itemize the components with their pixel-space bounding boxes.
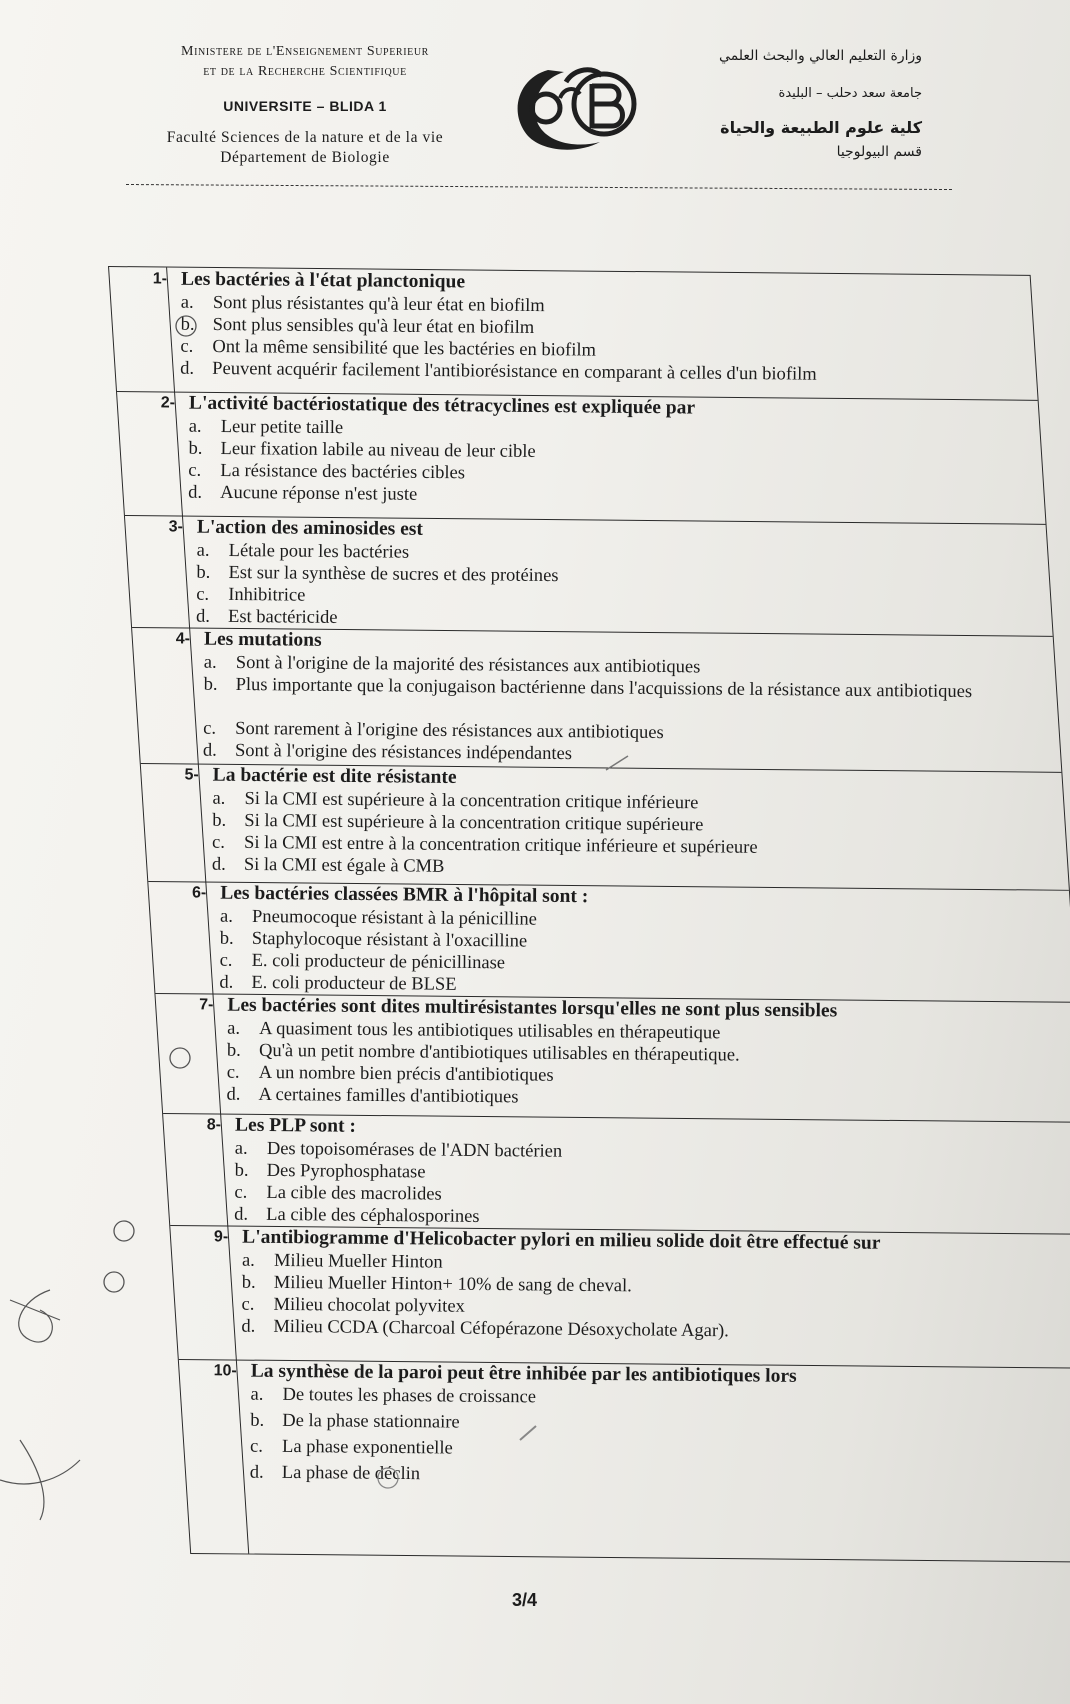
option-text: La cible des céphalosporines <box>266 1204 480 1227</box>
option-text: Peuvent acquérir facilement l'antibiorésistance en comparant à celles d'un biofilm <box>212 358 817 385</box>
question-title: Les mutations <box>203 628 322 651</box>
option-text: Si la CMI est supérieure à la concentration critique inférieure <box>244 788 699 814</box>
option-text: Milieu CCDA (Charcoal Céfopérazone Désoxycholate Agar). <box>273 1316 729 1342</box>
option-letter: c. <box>241 1294 255 1315</box>
option-letter: c. <box>211 832 226 853</box>
option-text: Leur fixation labile au niveau de leur cible <box>220 438 536 462</box>
option-text: Sont à l'origine de la majorité des résistances aux antibiotiques <box>235 652 701 678</box>
option-text: Est sur la synthèse de sucres et des protéines <box>228 562 559 587</box>
option-letter: a. <box>250 1384 264 1405</box>
option-text: Des topoisomérases de l'ADN bactérien <box>266 1138 563 1162</box>
option-text: Des Pyrophosphatase <box>266 1160 426 1183</box>
option-letter: b. <box>219 928 234 949</box>
option-letter: d. <box>188 482 203 503</box>
option-text: Aucune réponse n'est juste <box>220 482 418 505</box>
option-letter: b. <box>188 438 203 459</box>
question-8 <box>162 1114 1070 1233</box>
questions-table <box>108 266 1070 1563</box>
option-text: A certaines familles d'antibiotiques <box>258 1084 519 1108</box>
ministry-line-2: et de la Recherche Scientifique <box>203 64 407 79</box>
question-title: Les bactéries sont dites multirésistantes lorsqu'elles ne sont plus sensibles <box>227 994 838 1022</box>
option-letter: d. <box>202 740 217 761</box>
option-text: E. coli producteur de pénicillinase <box>251 950 506 974</box>
option-letter: b. <box>234 1160 249 1181</box>
option-text: De toutes les phases de croissance <box>282 1384 537 1408</box>
option-text: Sont rarement à l'origine des résistances aux antibiotiques <box>235 718 664 744</box>
question-9 <box>169 1226 1070 1367</box>
option-letter: a. <box>227 1018 241 1039</box>
question-number: 7- <box>199 996 214 1014</box>
option-text: Sont à l'origine des résistances indépendantes <box>234 740 573 765</box>
option-text: La cible des macrolides <box>266 1182 442 1205</box>
option-text: Inhibitrice <box>228 584 306 606</box>
option-text: E. coli producteur de BLSE <box>251 972 457 995</box>
university-name: UNIVERSITE – BLIDA 1 <box>223 98 387 114</box>
option-letter: b. <box>241 1272 256 1293</box>
question-title: L'action des aminosides est <box>196 516 424 540</box>
option-letter: d. <box>180 358 195 379</box>
question-7 <box>154 994 1070 1121</box>
question-3 <box>124 516 1046 635</box>
option-letter: b. <box>180 314 195 335</box>
option-letter: a. <box>188 416 202 437</box>
option-letter: d. <box>195 606 211 627</box>
option-letter: a. <box>219 906 233 927</box>
option-letter: a. <box>180 292 194 313</box>
question-number: 6- <box>191 884 207 902</box>
arabic-faculty: كلية علوم الطبيعة والحياة <box>720 118 922 137</box>
option-letter: b. <box>196 562 211 583</box>
question-title: La synthèse de la paroi peut être inhibée par les antibiotiques lors <box>250 1360 797 1387</box>
question-5 <box>140 764 1062 889</box>
option-text: Milieu Mueller Hinton <box>273 1250 443 1273</box>
header-divider <box>126 184 952 190</box>
option-text: Si la CMI est égale à CMB <box>243 854 445 877</box>
question-1 <box>108 268 1030 399</box>
circle-q9-a <box>104 1272 124 1292</box>
option-text: La phase de déclin <box>281 1462 421 1485</box>
option-letter: d. <box>211 854 226 875</box>
option-text: Milieu chocolat polyvitex <box>273 1294 465 1317</box>
ministry-line-1: Ministere de l'Enseignement Superieur <box>181 44 429 59</box>
question-number: 3- <box>168 518 183 536</box>
option-text: Est bactéricide <box>227 606 338 628</box>
option-letter: a. <box>241 1250 255 1271</box>
option-letter: c. <box>188 460 202 481</box>
question-2 <box>116 392 1038 523</box>
arabic-ministry: وزارة التعليم العالي والبحث العلمي <box>719 48 922 64</box>
answer-option-c[interactable] <box>250 1437 1070 1466</box>
option-letter: c. <box>219 950 233 971</box>
arabic-university: جامعة سعد دحلب – البليدة <box>778 86 922 101</box>
option-letter: d. <box>219 972 234 993</box>
option-letter: c. <box>234 1182 248 1203</box>
pen-mark-left-q10 <box>0 1440 80 1520</box>
question-number: 10- <box>213 1362 237 1380</box>
option-text: Plus importante que la conjugaison bactérienne dans l'acquissions de la résistance aux antibiotiques <box>235 674 973 703</box>
question-4 <box>131 628 1053 771</box>
question-title: La bactérie est dite résistante <box>212 764 457 789</box>
option-letter: b. <box>250 1410 265 1431</box>
answer-option-d[interactable] <box>250 1463 1070 1492</box>
option-letter: c. <box>226 1062 240 1083</box>
option-text: Pneumocoque résistant à la pénicilline <box>251 906 537 930</box>
faculty-name: Faculté Sciences de la nature et de la vie <box>166 129 444 146</box>
page-number: 3/4 <box>512 1590 538 1610</box>
option-text: Staphylocoque résistant à l'oxacilline <box>251 928 528 952</box>
option-letter: a. <box>212 788 226 809</box>
question-6 <box>147 882 1069 1001</box>
pen-mark-left-q9 <box>10 1290 60 1342</box>
option-text: La phase exponentielle <box>281 1436 453 1459</box>
option-letter: c. <box>180 336 194 357</box>
header-left <box>120 42 490 168</box>
option-text: De la phase stationnaire <box>282 1410 460 1433</box>
option-letter: b. <box>226 1040 241 1061</box>
option-text: Si la CMI est supérieure à la concentration critique supérieure <box>244 810 704 836</box>
option-letter: d. <box>241 1316 256 1337</box>
circle-q8-d <box>114 1221 134 1241</box>
option-letter: d. <box>234 1204 249 1225</box>
option-text: Sont plus résistantes qu'à leur état en biofilm <box>212 292 545 317</box>
option-text: Ont la même sensibilité que les bactéries en biofilm <box>212 336 597 361</box>
option-text: La résistance des bactéries cibles <box>220 460 466 484</box>
question-title: L'antibiogramme d'Helicobacter pylori en milieu solide doit être effectué sur <box>242 1226 881 1254</box>
question-number: 4- <box>175 630 191 648</box>
question-title: L'activité bactériostatique des tétracyclines est expliquée par <box>188 392 696 419</box>
answer-option-b[interactable] <box>250 1411 1070 1440</box>
question-number: 9- <box>213 1228 229 1246</box>
question-title: Les bactéries classées BMR à l'hôpital sont : <box>220 882 589 908</box>
option-text: Si la CMI est entre à la concentration critique inférieure et supérieure <box>244 832 758 858</box>
option-letter: a. <box>203 652 217 673</box>
option-letter: a. <box>196 540 210 561</box>
option-text: Sont plus sensibles qu'à leur état en biofilm <box>212 314 535 339</box>
option-letter: c. <box>203 718 217 739</box>
question-title: Les bactéries à l'état planctonique <box>180 268 466 293</box>
option-letter: b. <box>212 810 227 831</box>
option-text: Létale pour les bactéries <box>228 540 410 563</box>
option-text: Qu'à un petit nombre d'antibiotiques utilisables en thérapeutique. <box>258 1040 740 1066</box>
option-letter: a. <box>234 1138 248 1159</box>
option-letter: d. <box>249 1462 264 1483</box>
question-title: Les PLP sont : <box>234 1114 357 1137</box>
question-number: 5- <box>184 766 199 784</box>
option-text: Milieu Mueller Hinton+ 10% de sang de cheval. <box>273 1272 632 1297</box>
option-letter: d. <box>226 1084 241 1105</box>
option-text: Leur petite taille <box>220 416 344 439</box>
option-text: A quasiment tous les antibiotiques utilisables en thérapeutique <box>259 1018 721 1044</box>
question-10 <box>177 1360 1070 1563</box>
question-number: 2- <box>160 394 176 412</box>
option-letter: c. <box>196 584 210 605</box>
university-logo-icon <box>508 58 640 154</box>
header-right-arabic <box>622 44 922 164</box>
option-letter: c. <box>249 1436 263 1457</box>
option-text: A un nombre bien précis d'antibiotiques <box>258 1062 554 1086</box>
arabic-department: قسم البيولوجيا <box>836 144 922 160</box>
department-name: Département de Biologie <box>220 149 390 166</box>
question-number: 1- <box>152 270 168 288</box>
question-number: 8- <box>206 1116 222 1134</box>
option-letter: b. <box>203 674 218 695</box>
